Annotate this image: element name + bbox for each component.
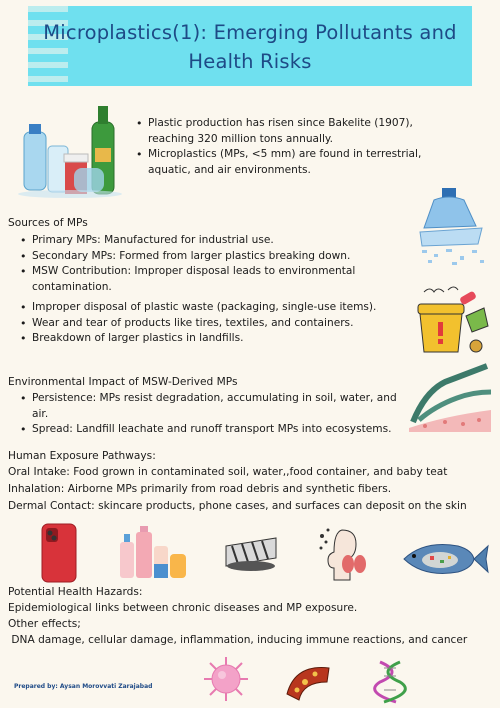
list-item: • Improper disposal of plastic waste (packaging, single-use items). xyxy=(18,300,408,316)
seaweed-coral-illustration xyxy=(405,362,495,432)
list-item: • Plastic production has risen since Bakelite (1907), reaching 320 million tons annually. xyxy=(134,116,434,147)
list-item: • Breakdown of larger plastics in landfills. xyxy=(18,331,408,347)
overflowing-trash-bin-illustration xyxy=(412,286,492,354)
sources-list xyxy=(18,233,418,295)
exposure-oral: Oral Intake: Food grown in contaminated soil, water,,food container, and baby teat xyxy=(8,466,448,478)
list-item: • Microplastics (MPs, <5 mm) are found in terrestrial, aquatic, and air environments. xyxy=(134,147,434,178)
dna-strand-illustration xyxy=(372,660,412,704)
red-phone-case-illustration xyxy=(40,522,78,584)
list-item: • Secondary MPs: Formed from larger plastics breaking down. xyxy=(18,249,418,265)
intro-list xyxy=(134,116,434,178)
blood-vessel-illustration xyxy=(283,660,333,702)
list-item: • Spread: Landfill leachate and runoff transport MPs into ecosystems. xyxy=(18,422,408,438)
causes-list xyxy=(18,300,408,347)
hazards-epidemiology: Epidemiological links between chronic diseases and MP exposure. xyxy=(8,602,358,614)
page-title: Microplastics(1): Emerging Pollutants and Health Risks xyxy=(43,21,457,73)
exposure-dermal: Dermal Contact: skincare products, phone cases, and surfaces can deposit on the skin xyxy=(8,500,467,512)
list-item: • Primary MPs: Manufactured for industrial use. xyxy=(18,233,418,249)
lungs-inhalation-illustration xyxy=(318,526,370,582)
list-item: • MSW Contribution: Improper disposal leads to environmental contamination. xyxy=(18,264,418,295)
exposure-heading: Human Exposure Pathways: xyxy=(8,450,156,462)
list-item: • Persistence: MPs resist degradation, accumulating in soil, water, and air. xyxy=(18,391,408,422)
tire-tread-illustration xyxy=(222,532,280,574)
list-item: • Wear and tear of products like tires, textiles, and containers. xyxy=(18,316,408,332)
hazards-heading: Potential Health Hazards: xyxy=(8,586,143,598)
hazards-other-label: Other effects; xyxy=(8,618,81,630)
environment-heading: Environmental Impact of MSW-Derived MPs xyxy=(8,376,238,388)
exposure-inhalation: Inhalation: Airborne MPs primarily from road debris and synthetic fibers. xyxy=(8,483,392,495)
crushed-bottle-illustration xyxy=(412,188,492,268)
skincare-bottles-illustration xyxy=(118,524,188,580)
credit-line: Prepared by: Aysan Morovvati Zarajabad xyxy=(14,683,153,690)
sources-heading: Sources of MPs xyxy=(8,217,88,229)
fish-plastic-illustration xyxy=(394,538,490,580)
plastic-bottles-illustration xyxy=(10,102,128,200)
hazards-effects: DNA damage, cellular damage, inflammation, inducing immune reactions, and cancer xyxy=(8,634,468,646)
environment-list xyxy=(18,391,408,438)
immune-cell-illustration xyxy=(202,655,250,703)
